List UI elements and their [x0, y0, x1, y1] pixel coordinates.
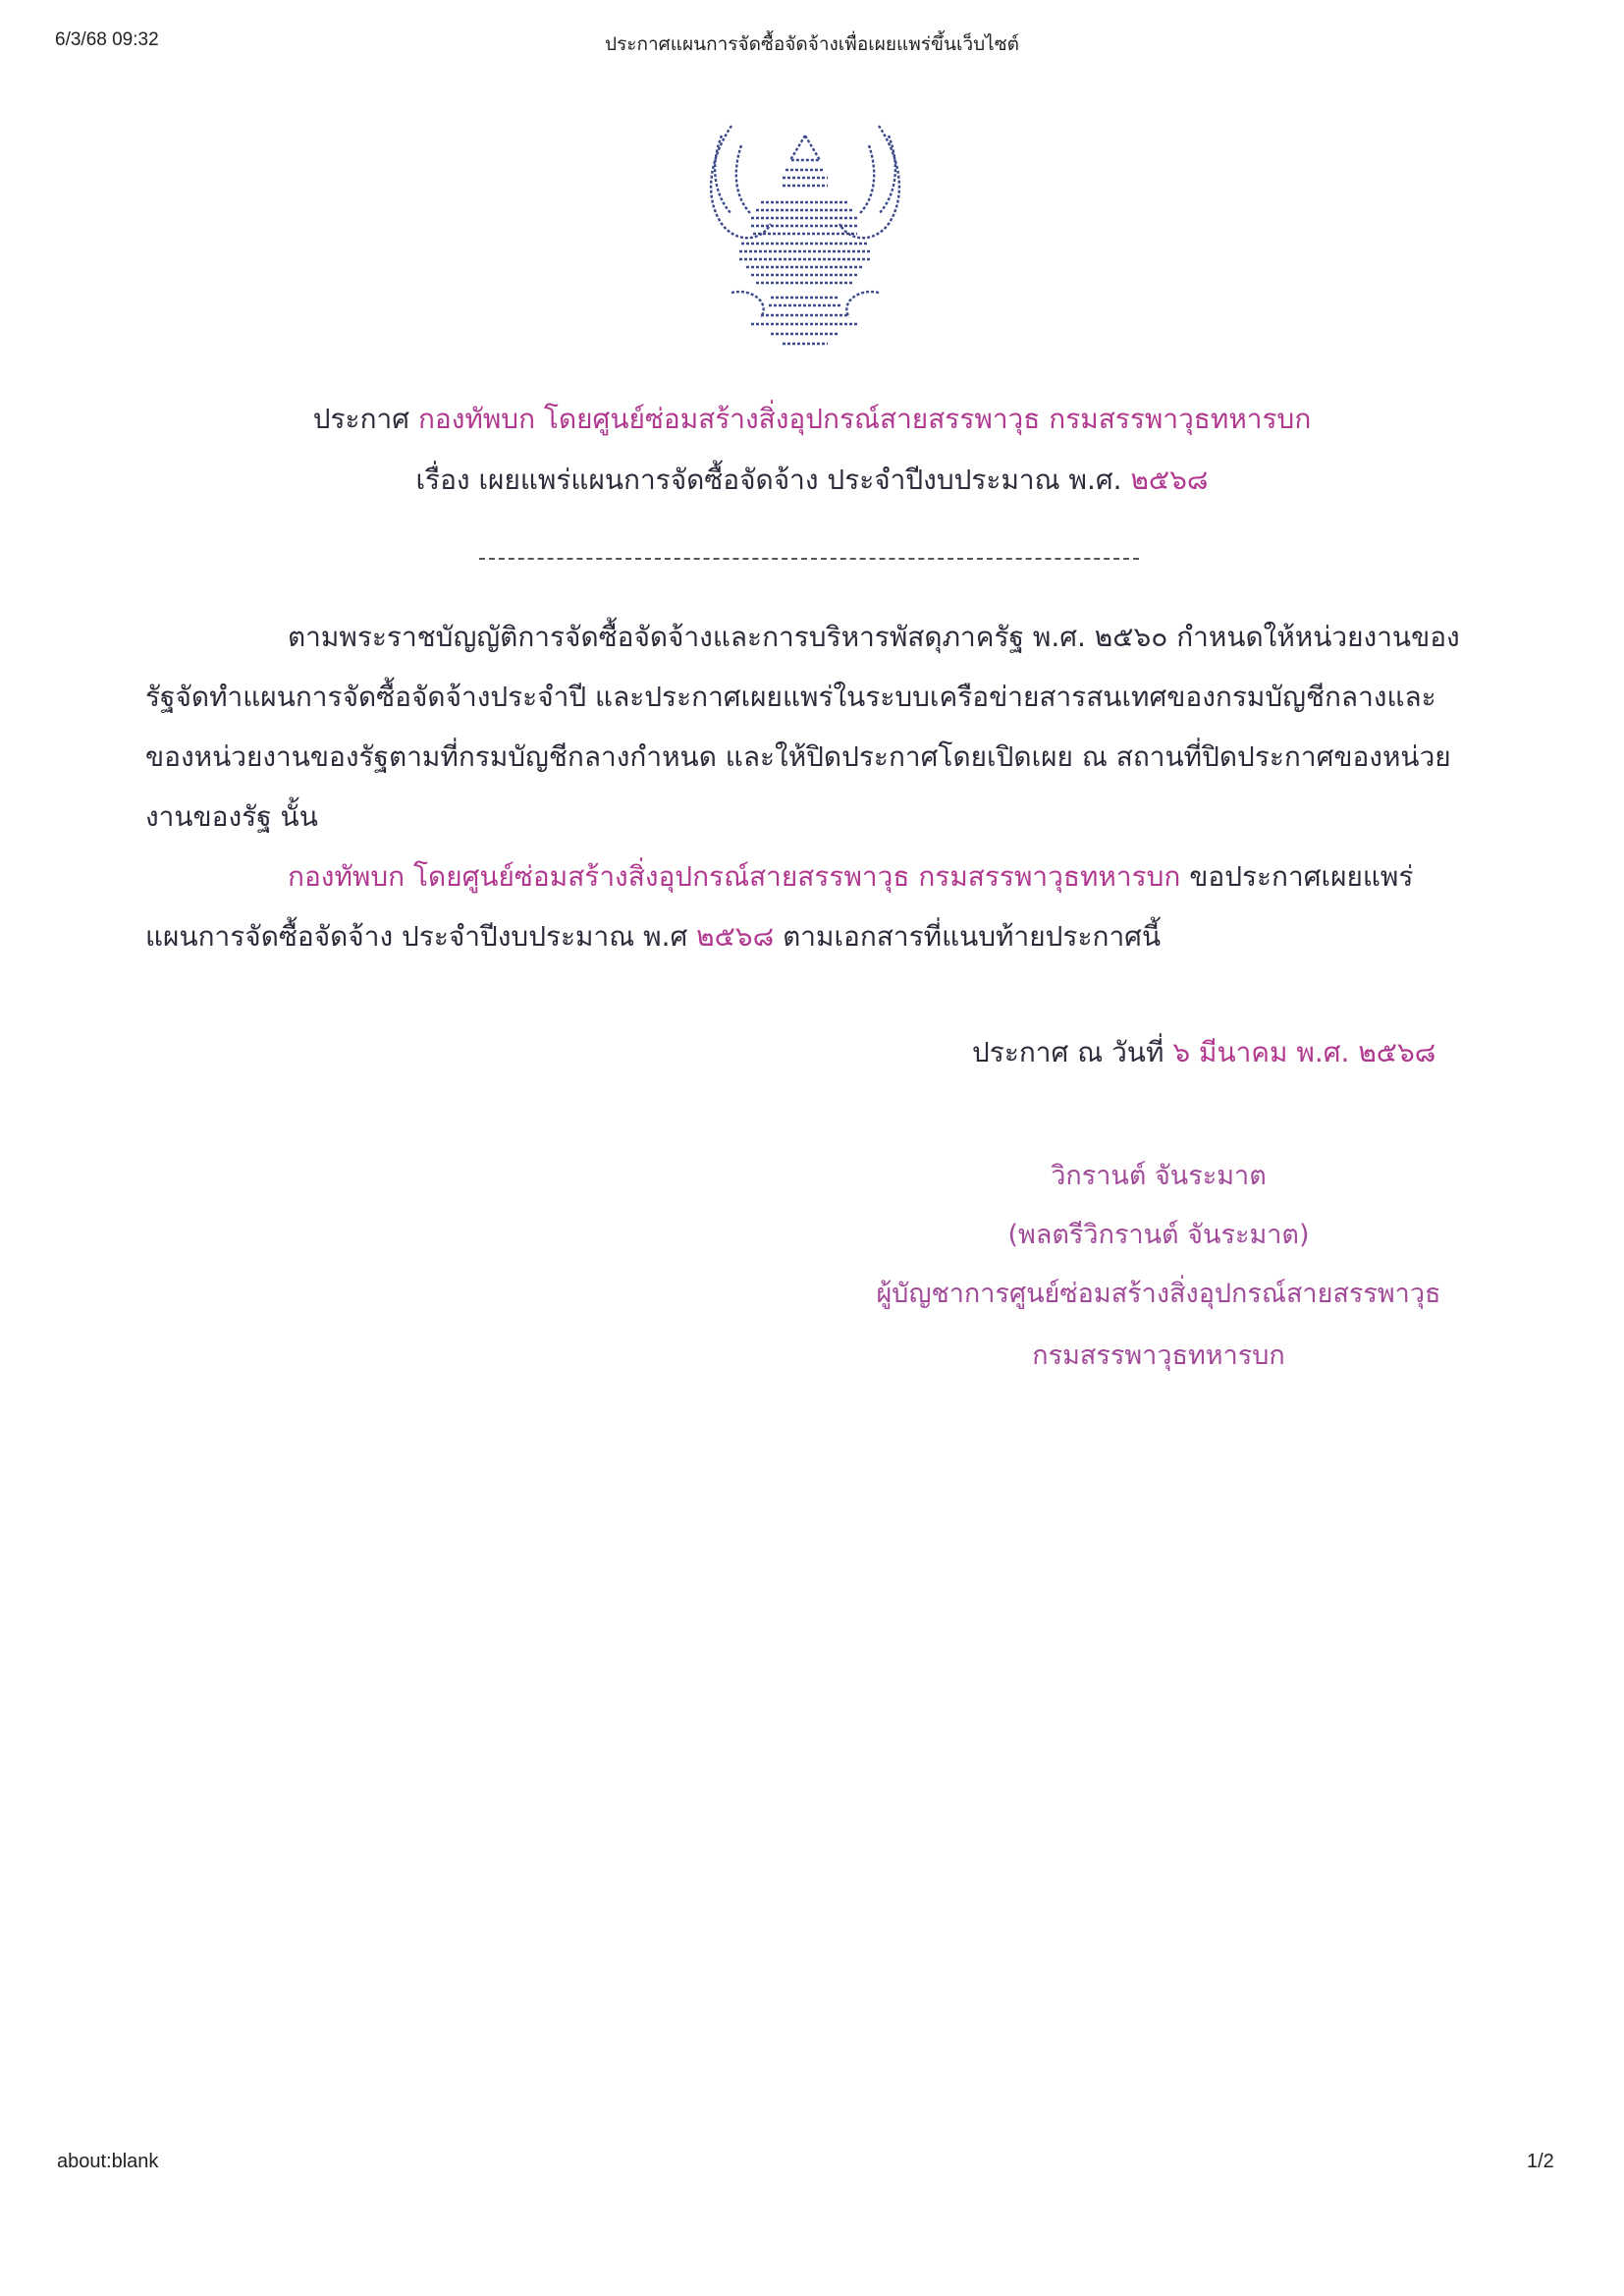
paragraph2-text1: ขอประกาศเผยแพร่แผนการจัดซื้อจัดจ้าง ประจำปีงบประมาณ พ.ศ [145, 860, 1414, 953]
body-paragraph-2 [145, 847, 1473, 966]
subject-year: ๒๕๖๘ [1130, 464, 1209, 496]
signature-rank-name: (พลตรีวิกรานต์ จันระมาต) [1007, 1220, 1310, 1250]
announcement-title [0, 398, 1624, 441]
print-datetime: 6/3/68 09:32 [55, 29, 159, 50]
date-value: ๖ มีนาคม พ.ศ. ๒๕๖๘ [1172, 1036, 1436, 1068]
signature-department: กรมสรรพาวุธทหารบก [1032, 1340, 1285, 1371]
body-paragraph-1: ตามพระราชบัญญัติการจัดซื้อจัดจ้างและการบริหารพัสดุภาครัฐ พ.ศ. ๒๕๖๐ กำหนดให้หน่วยงานของรัฐจัดทำแผนการจัดซื้อจัดจ้างประจำปี และประกาศเผยแพร่ในระบบเครือข่ายสารสนเทศของกรมบัญชีกลางและของหน่วยงานของรัฐตามที่กรมบัญชีกลางกำหนด และให้ปิดประกาศโดยเปิดเผย ณ สถานที่ปิดประกาศของหน่วยงานของรัฐ นั้น [145, 621, 1460, 833]
signature-position: ผู้บัญชาการศูนย์ซ่อมสร้างสิ่งอุปกรณ์สายสรรพาวุธ [876, 1279, 1441, 1309]
print-page-title: ประกาศแผนการจัดซื้อจัดจ้างเพื่อเผยแพร่ขึ้นเว็บไซต์ [605, 33, 1019, 55]
subject-text: เรื่อง เผยแพร่แผนการจัดซื้อจัดจ้าง ประจำปีงบประมาณ พ.ศ. [415, 464, 1122, 496]
paragraph2-text2: ตามเอกสารที่แนบท้ายประกาศนี้ [774, 920, 1162, 953]
divider [479, 558, 1139, 560]
signature-name: วิกรานต์ จันระมาต [1051, 1161, 1267, 1191]
paragraph2-year: ๒๕๖๘ [696, 920, 775, 953]
title-agency: กองทัพบก โดยศูนย์ซ่อมสร้างสิ่งอุปกรณ์สายสรรพาวุธ กรมสรรพาวุธทหารบก [417, 403, 1312, 435]
announcement-date [972, 1031, 1435, 1074]
garuda-emblem-icon [692, 116, 918, 356]
date-prefix: ประกาศ ณ วันที่ [972, 1036, 1164, 1068]
announcement-subject [0, 459, 1624, 502]
print-url: about:blank [57, 2151, 159, 2172]
print-page-number: 1/2 [1527, 2151, 1554, 2172]
paragraph2-agency: กองทัพบก โดยศูนย์ซ่อมสร้างสิ่งอุปกรณ์สายสรรพาวุธ กรมสรรพาวุธทหารบก [288, 860, 1181, 893]
title-prefix: ประกาศ [312, 403, 410, 435]
